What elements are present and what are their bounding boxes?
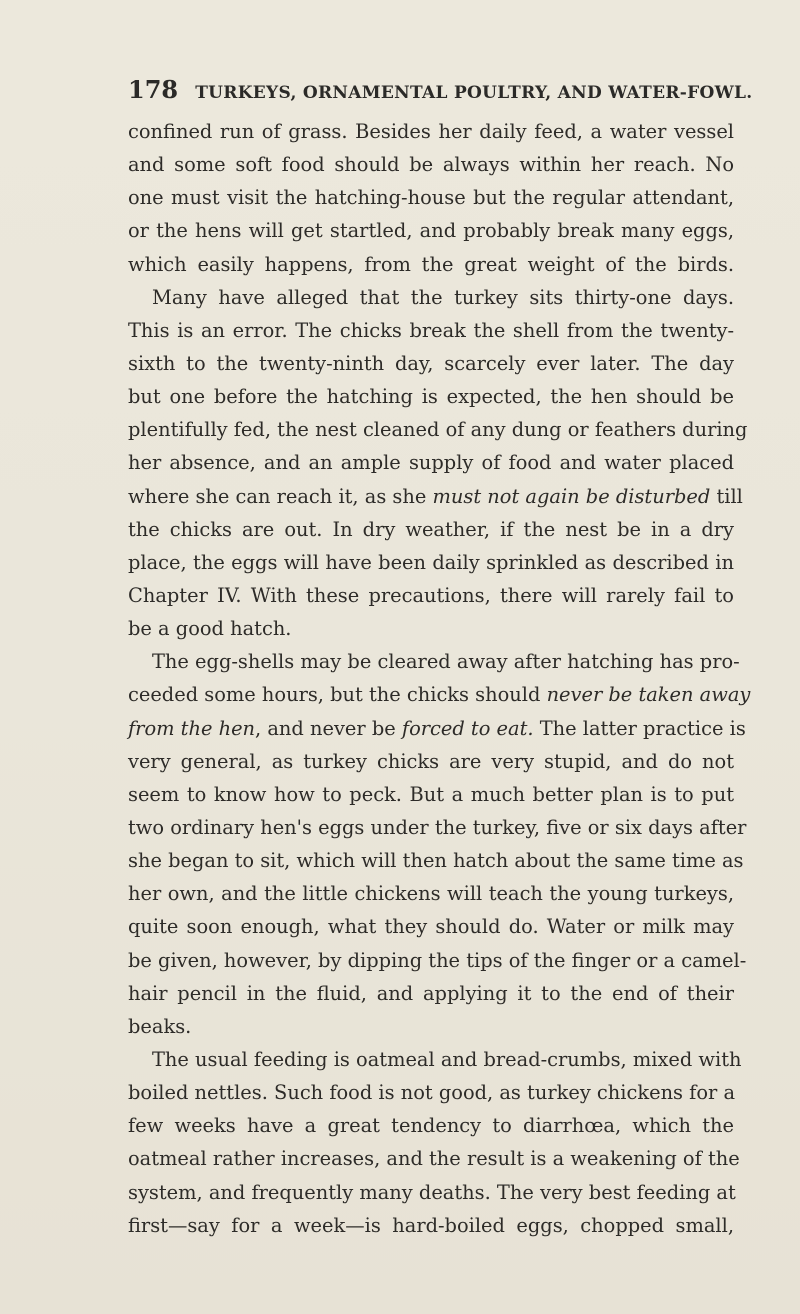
text-line: which easily happens, from the great weight of the birds. (128, 252, 734, 276)
italic-text: from the hen (128, 716, 256, 740)
text-line: very general, as turkey chicks are very stupid, and do not (128, 749, 734, 773)
text-line: but one before the hatching is expected, the hen should be (128, 385, 734, 409)
text-line: boiled nettles. Such food is not good, as turkey chickens for a (128, 1081, 736, 1105)
text-segment: till (710, 484, 743, 508)
italic-text: forced to eat. (401, 716, 534, 740)
text-line: plentifully fed, the nest cleaned of any dung or feathers during (128, 418, 748, 442)
text-line: her absence, and an ample supply of food and water placed (128, 451, 734, 475)
body-text (128, 115, 751, 1242)
text-line: the chicks are out. In dry weather, if the nest be in a dry (128, 517, 734, 541)
text-segment: The latter practice is (533, 716, 746, 740)
text-line: hair pencil in the fluid, and applying it to the end of their (128, 981, 734, 1005)
text-line: beaks. (128, 1014, 192, 1038)
text-line: This is an error. The chicks break the shell from the twenty- (128, 318, 734, 342)
text-line: quite soon enough, what they should do. Water or milk may (128, 915, 734, 939)
text-line: two ordinary hen's eggs under the turkey, five or six days after (128, 815, 747, 839)
text-line: oatmeal rather increases, and the result is a weakening of the (128, 1147, 740, 1171)
page-header (128, 75, 753, 104)
text-line: Chapter IV. With these precautions, there will rarely fail to (128, 583, 734, 607)
text-line: The egg-shells may be cleared away after hatching has pro- (152, 650, 740, 674)
text-line: one must visit the hatching-house but the regular attendant, (128, 186, 734, 210)
text-line: confined run of grass. Besides her daily feed, a water vessel (128, 120, 734, 143)
text-line: first—say for a week—is hard-boiled eggs, chopped small, (128, 1213, 734, 1237)
text-line (128, 712, 746, 745)
text-line (128, 678, 751, 711)
text-line: she began to sit, which will then hatch about the same time as (128, 849, 744, 873)
text-segment: ceeded some hours, but the chicks should (128, 683, 547, 707)
text-line: few weeks have a great tendency to diarrhœa, which the (128, 1114, 734, 1138)
text-line: sixth to the twenty-ninth day, scarcely ever later. The day (128, 351, 734, 375)
text-segment: , and never be (255, 716, 402, 740)
text-line: or the hens will get startled, and probably break many eggs, (128, 219, 734, 243)
italic-text: must not again be disturbed (432, 484, 711, 508)
text-line: be given, however, by dipping the tips of the finger or a camel- (128, 948, 747, 972)
page-number: 178 (128, 75, 179, 104)
text-line: be a good hatch. (128, 617, 292, 641)
running-head: TURKEYS, ORNAMENTAL POULTRY, AND WATER-FOWL. (195, 83, 753, 103)
text-line: and some soft food should be always within her reach. No (128, 153, 734, 177)
text-line: seem to know how to peck. But a much better plan is to put (128, 782, 734, 806)
text-line: The usual feeding is oatmeal and bread-crumbs, mixed with (152, 1047, 742, 1071)
text-line (128, 480, 743, 513)
italic-text: never be taken away (546, 683, 751, 707)
text-line: system, and frequently many deaths. The very best feeding at (128, 1180, 736, 1204)
text-line: Many have alleged that the turkey sits thirty-one days. (152, 285, 734, 309)
text-line: her own, and the little chickens will teach the young turkeys, (128, 882, 734, 906)
text-segment: where she can reach it, as she (128, 484, 433, 508)
text-line: place, the eggs will have been daily sprinkled as described in (128, 550, 734, 574)
